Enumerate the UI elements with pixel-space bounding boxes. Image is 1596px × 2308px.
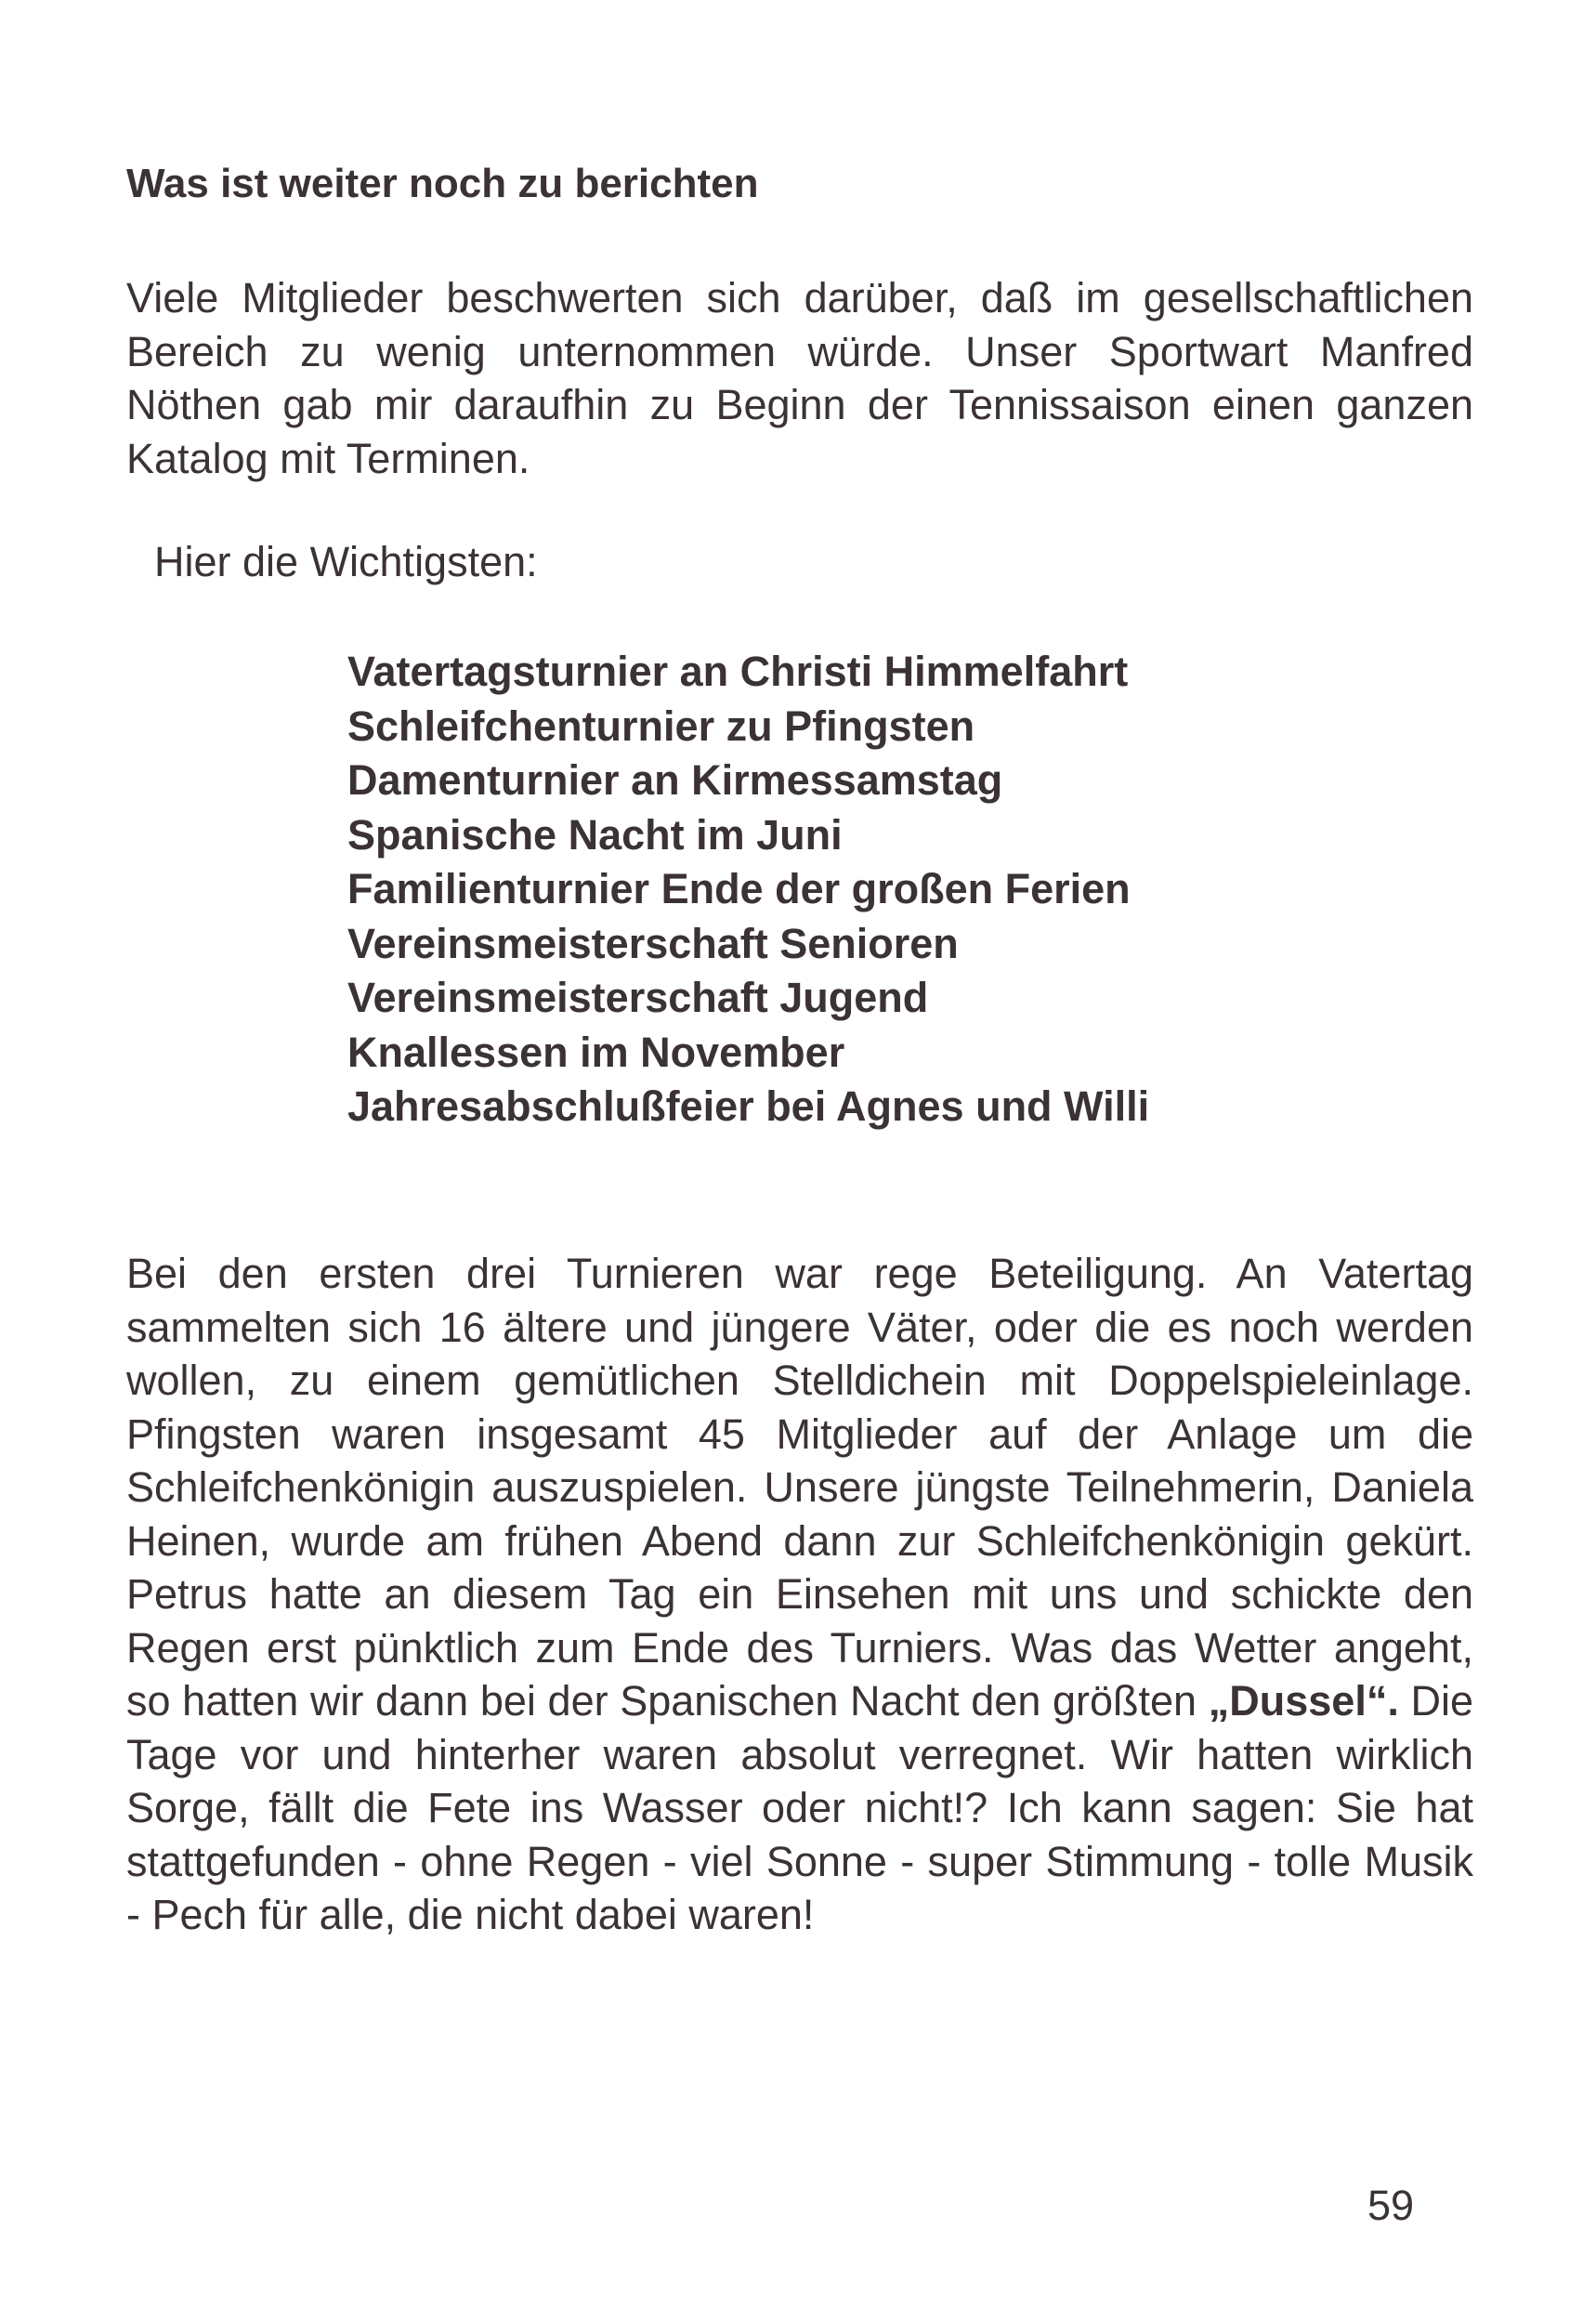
list-lead-text: Hier die Wichtigsten:: [154, 538, 538, 585]
section-heading: Was ist weiter noch zu berichten: [126, 161, 759, 206]
event-item: Spanische Nacht im Juni: [347, 810, 843, 859]
event-item: Vereinsmeisterschaft Senioren: [347, 919, 959, 967]
event-list: [347, 645, 1149, 1134]
report-text-part-1: Bei den ersten drei Turnieren war rege Beteiligung. An Vatertag sammelten sich 16 ältere und jüngere Väter, oder die es noch werden wollen, zu einem gemütlichen Stelldichein mit Doppelspieleinlage. Pfingsten waren insgesamt 45 Mitglieder auf der Anlage um die Schleifchenkönigin auszuspielen. Unsere jüngste Teilnehmerin, Daniela Heinen, wurde am frühen Abend dann zur Schleifchenkönigin gekürt. Petrus hatte an diesem Tag ein Einsehen mit uns und schickte den Regen erst pünktlich zum Ende des Turniers. Was das Wetter angeht, so hatten wir dann bei der Spanischen Nacht den größten: [126, 1250, 1473, 1724]
event-item: Familienturnier Ende der großen Ferien: [347, 865, 1131, 912]
report-emphasis: „Dussel“.: [1208, 1677, 1399, 1724]
event-item: Damenturnier an Kirmessamstag: [347, 756, 1003, 804]
page-number: 59: [1367, 2182, 1415, 2229]
report-text-part-2: Die Tage vor und hinterher waren absolut verregnet. Wir hatten wirklich Sorge, fällt die Fete ins Wasser oder nicht!? Ich kann sagen: Sie hat stattgefunden - ohne Regen - viel Sonne - super Stimmung - tolle Musik - Pech für alle, die nicht dabei waren!: [126, 1677, 1474, 1938]
report-paragraph: [126, 1247, 1473, 1942]
event-item: Vereinsmeisterschaft Jugend: [347, 974, 929, 1021]
event-item: Schleifchenturnier zu Pfingsten: [347, 702, 975, 750]
event-item: Knallessen im November: [347, 1028, 845, 1076]
intro-paragraph: Viele Mitglieder beschwerten sich darüber, daß im gesellschaftlichen Bereich zu wenig unternommen würde. Unser Sportwart Manfred Nöthen gab mir daraufhin zu Beginn der Tennissaison einen ganzen Katalog mit Terminen.: [126, 274, 1473, 482]
event-item: Vatertagsturnier an Christi Himmelfahrt: [347, 648, 1129, 695]
event-item: Jahresabschlußfeier bei Agnes und Willi: [347, 1082, 1150, 1130]
